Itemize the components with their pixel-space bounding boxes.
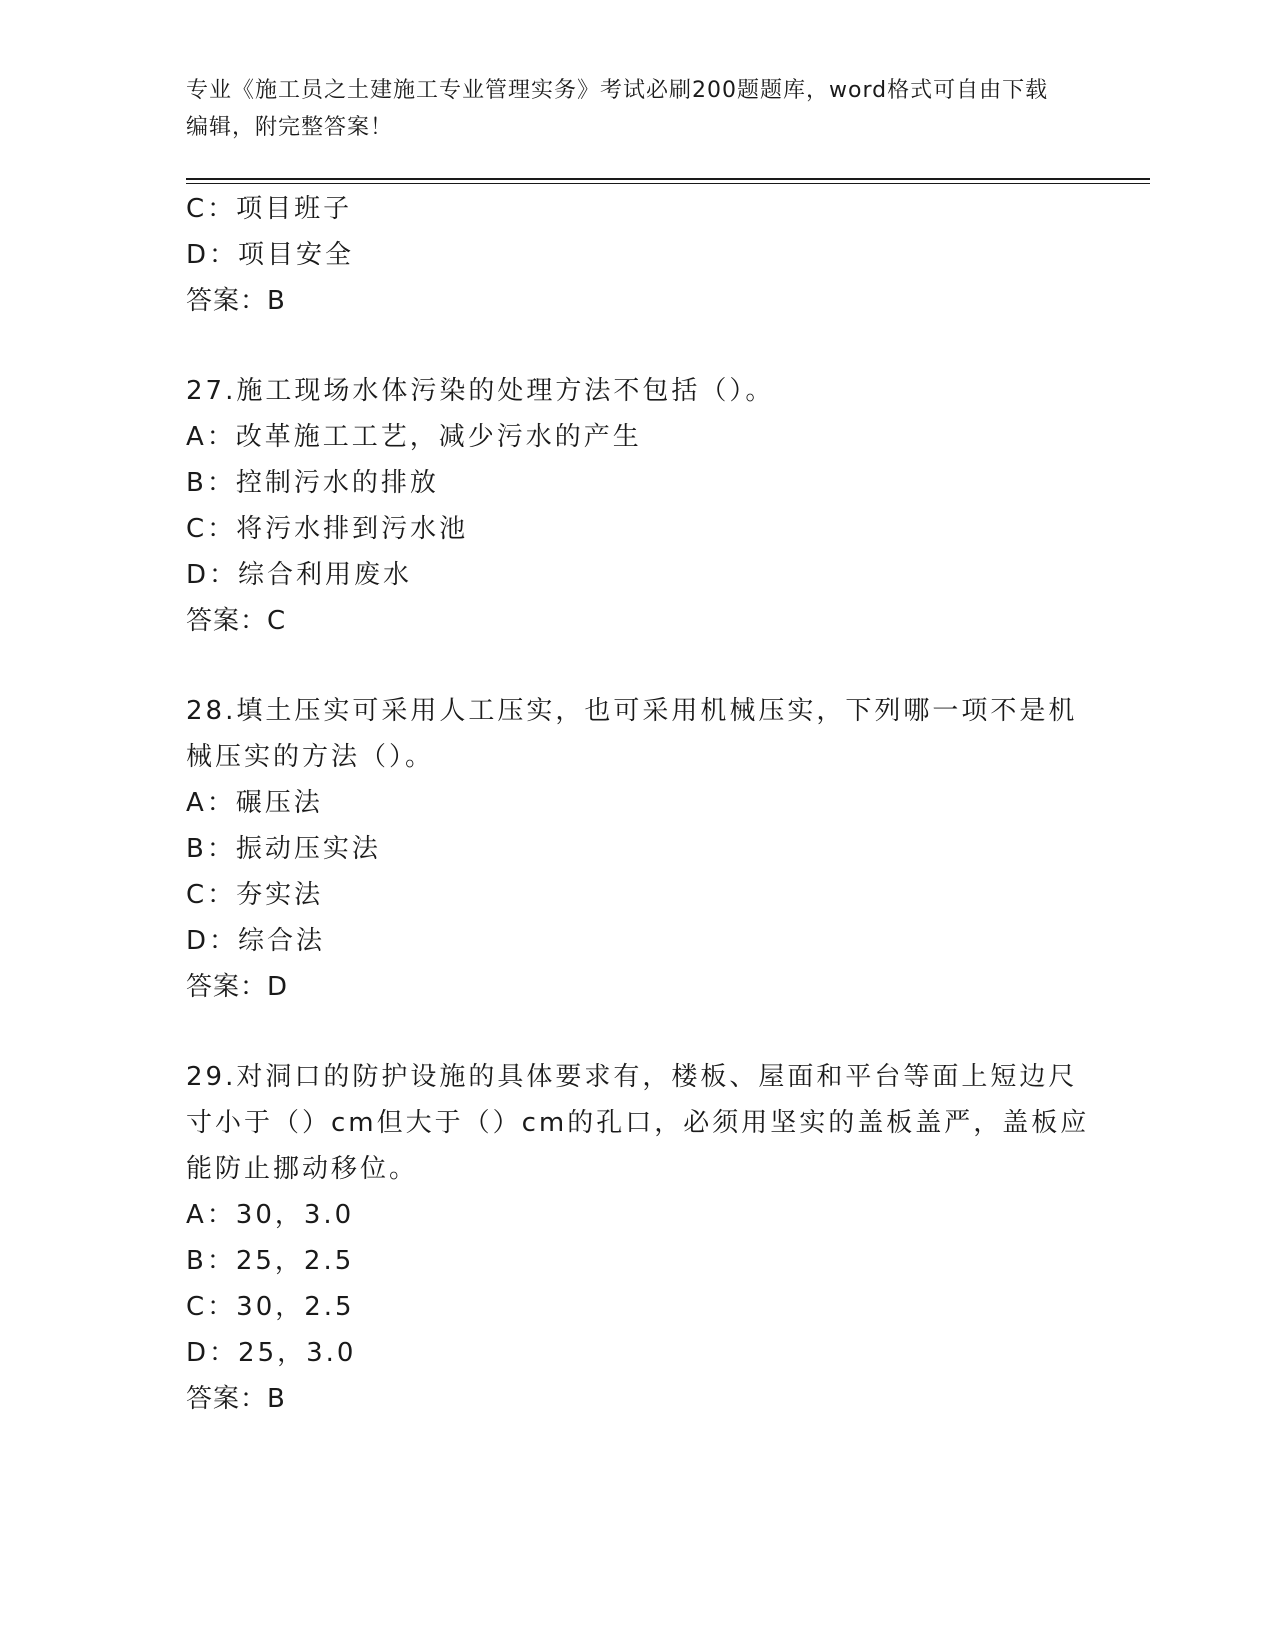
question-28-option-a: A：碾压法 (186, 788, 323, 818)
question-29-stem-line-3: 能防止挪动移位。 (186, 1154, 419, 1184)
question-28-stem-line-2: 械压实的方法（）。 (186, 742, 435, 772)
question-29-stem-line-1: 29.对洞口的防护设施的具体要求有，楼板、屋面和平台等面上短边尺 (186, 1062, 1078, 1092)
prev-answer: 答案：B (186, 286, 286, 316)
question-29-option-b: B：25，2.5 (186, 1246, 355, 1276)
document-header: 专业《施工员之土建施工专业管理实务》考试必刷200题题库，word格式可自由下载编辑，附完整答案！ (186, 78, 1049, 140)
question-28-option-b: B：振动压实法 (186, 834, 381, 864)
question-29-option-c: C：30，2.5 (186, 1292, 355, 1322)
question-27-answer: 答案：C (186, 606, 287, 636)
question-28-option-d: D：综合法 (186, 926, 326, 956)
prev-option-c: C：项目班子 (186, 194, 353, 224)
question-29-option-a: A：30，3.0 (186, 1200, 355, 1230)
question-28-stem-line-1: 28.填土压实可采用人工压实，也可采用机械压实，下列哪一项不是机 (186, 696, 1078, 726)
question-29-stem-line-2: 寸小于（）cm但大于（）cm的孔口，必须用坚实的盖板盖严，盖板应 (186, 1108, 1090, 1138)
header-rule-thick (186, 178, 1150, 180)
question-27-option-b: B：控制污水的排放 (186, 468, 439, 498)
question-29-answer: 答案：B (186, 1384, 286, 1414)
question-27-option-d: D：综合利用废水 (186, 560, 413, 590)
question-29-option-d: D：25，3.0 (186, 1338, 357, 1368)
question-28-option-c: C：夯实法 (186, 880, 324, 910)
question-27-option-c: C：将污水排到污水池 (186, 514, 469, 544)
header-rule-thin (186, 183, 1150, 184)
question-28-answer: 答案：D (186, 972, 289, 1002)
prev-option-d: D：项目安全 (186, 240, 355, 270)
question-27-option-a: A：改革施工工艺，减少污水的产生 (186, 422, 642, 452)
question-27-stem: 27.施工现场水体污染的处理方法不包括（）。 (186, 376, 775, 406)
